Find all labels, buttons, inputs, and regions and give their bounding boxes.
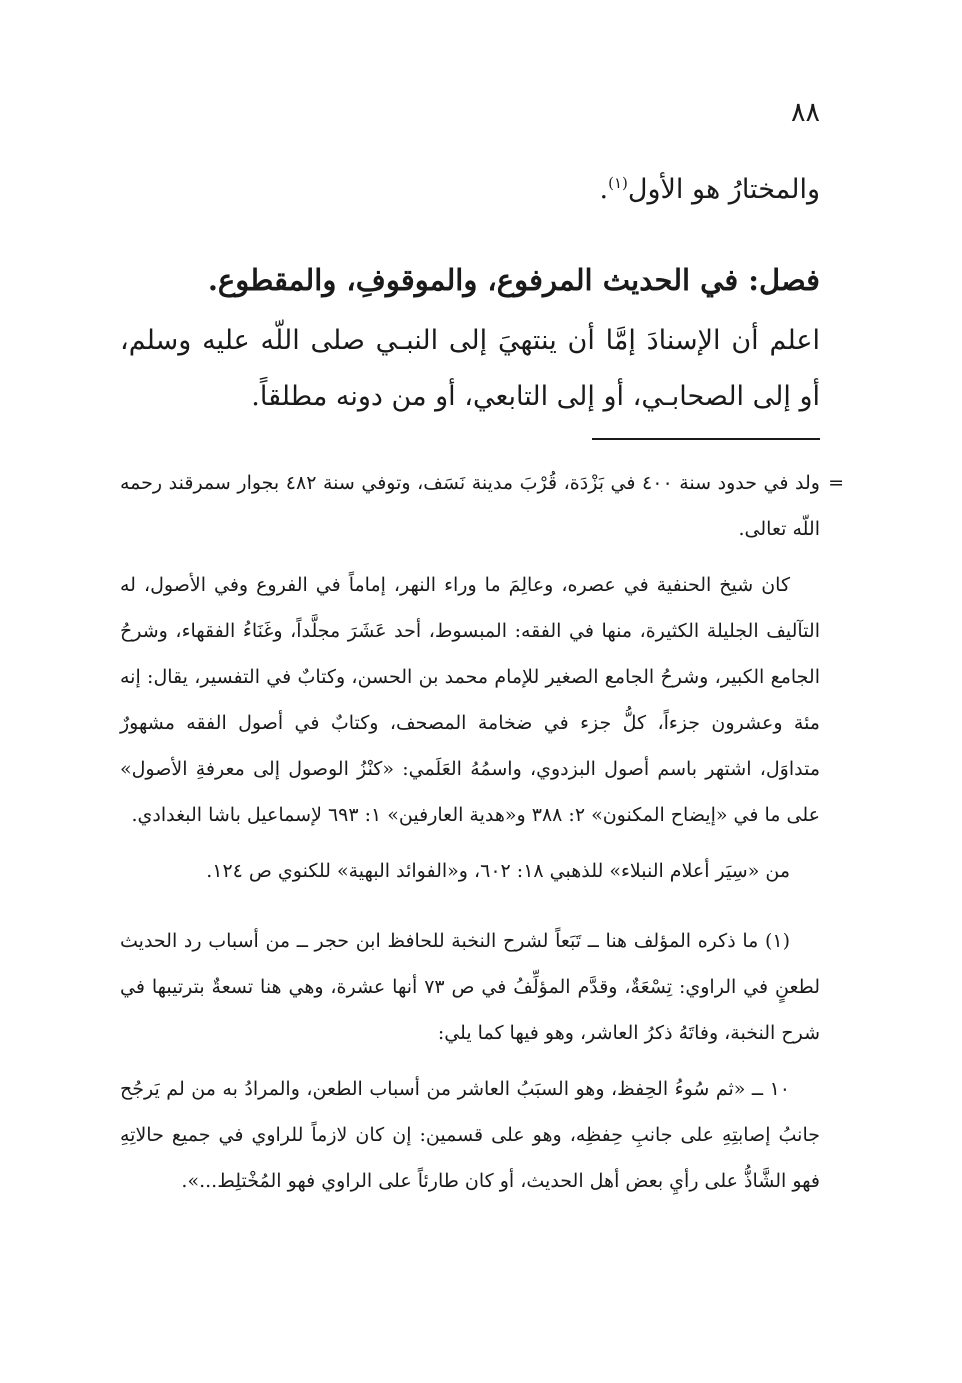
section-heading: فصل: في الحديث المرفوع، والموقوفِ، والمقطوع. <box>207 263 820 297</box>
footnote-1-quote: ١٠ ــ «ثم سُوءُ الحِفظ، وهو السبَبُ العاشر من أسباب الطعن، والمرادُ به من لم يَرجُح جانبُ إصابتِهِ على جانبِ حِفظِه، وهو على قسمين: إن كان لازماً للراوي في جميع حالاتِهِ فهو الشَّاذُّ على رأيِ بعض أهل الحديث، أو كان طارئاً على الراوي فهو المُخْتلِط...». <box>120 1078 820 1192</box>
footnote-ref-1: (١) <box>608 174 628 192</box>
footnote-divider <box>592 438 820 440</box>
opening-line-text: والمختارُ هو الأول <box>627 174 820 205</box>
footnote-sources: من «سِيَر أعلام النبلاء» للذهبي ١٨: ٦٠٢، و«الفوائد البهية» للكنوي ص ١٢٤. <box>206 860 790 882</box>
page-number: ٨٨ <box>790 97 820 128</box>
footnote-biography: كان شيخ الحنفية في عصره، وعالِمَ ما وراء النهر، إماماً في الفروع وفي الأصول، له التآليف الجليلة الكثيرة، منها في الفقه: المبسوط، أحد عَشَرَ مجلَّداً، وغَنَاءُ الفقهاء، وشرحُ الجامع الكبير، وشرحُ الجامع الصغير للإمام محمد بن الحسن، وكتابٌ في التفسير، يقال: إنه مئة وعشرون جزءاً، كلُّ جزء في ضخامة المصحف، وكتابٌ في أصول الفقه مشهورٌ متداوَل، اشتهر باسم أصول البزدوي، واسمُهُ العَلَمي: «كنْزُ الوصول إلى معرفةِ الأصول» على ما في «إيضاح المكنون» ٢: ٣٨٨ و«هدية العارفين» ١: ٦٩٣ لإسماعيل باشا البغدادي. <box>120 574 820 826</box>
continuation-text: ولد في حدود سنة ٤٠٠ في بَزْدَة، قُرْبَ مدينة نَسَف، وتوفي سنة ٤٨٢ بجوار سمرقند رحمه اللّه تعالى. <box>120 472 820 540</box>
continuation-marker: = <box>828 472 844 494</box>
book-page <box>120 0 844 1383</box>
main-text <box>120 158 820 425</box>
footnote-continuation <box>120 460 844 552</box>
footnote-1: (١) ما ذكره المؤلف هنا ــ تَبَعاً لشرح النخبة للحافظ ابن حجر ــ من أسباب رد الحديث لطعنٍ في الراوي: تِسْعَةٌ، وقدَّم المؤلِّفُ في ص ٧٣ أنها عشرة، وهي هنا تسعةٌ بترتيبها في شرح النخبة، وفاتَهُ ذكرُ العاشر، وهو فيها كما يلي: <box>120 930 820 1044</box>
opening-line <box>120 158 820 215</box>
opening-line-end: . <box>599 174 609 205</box>
main-paragraph: اعلم أن الإسنادَ إمَّا أن ينتهيَ إلى النبـي صلى اللّه عليه وسلم، أو إلى الصحابـي، أو إلى التابعي، أو من دونه مطلقاً. <box>120 325 820 412</box>
footnotes-area <box>120 460 844 1204</box>
